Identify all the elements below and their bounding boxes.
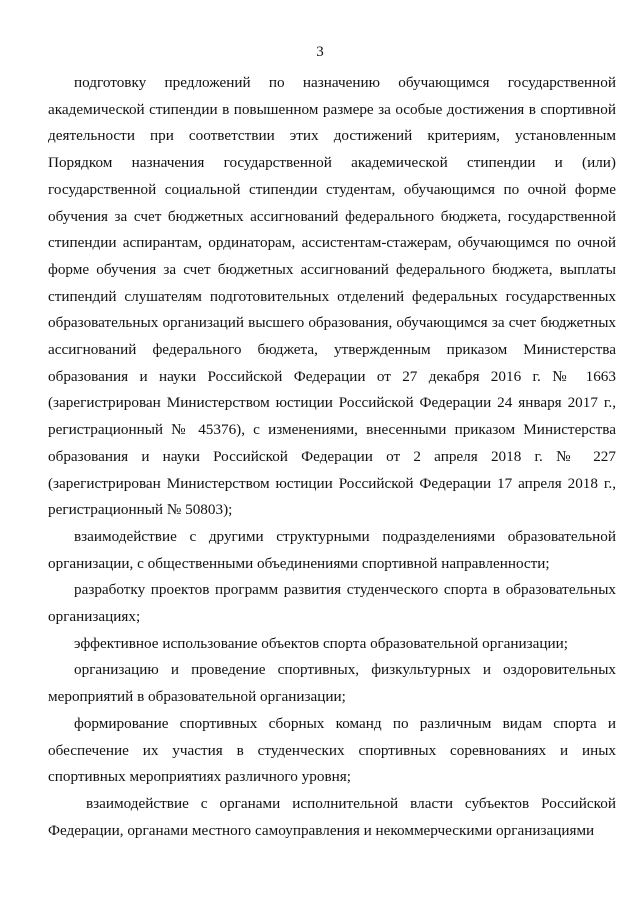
paragraph-events: организацию и проведение спортивных, физкультурных и оздоровительных мероприятий в образовательной организации; xyxy=(48,661,616,706)
paragraph-development-programs: разработку проектов программ развития студенческого спорта в образовательных организациях; xyxy=(48,581,616,626)
paragraph-teams: формирование спортивных сборных команд по различным видам спорта и обеспечение их участия в студенческих спортивных соревнованиях и иных спортивных мероприятиях различного уровня; xyxy=(48,714,616,786)
paragraph-scholarship: подготовку предложений по назначению обучающимся государственной академической стипендии в повышенном размере за особые достижения в спортивной деятельности при соответствии этих достижений критериям, установленным Порядком назначения государственной академической стипендии и (или) государственной социальной стипендии студентам, обучающимся по очной форме обучения за счет бюджетных ассигнований федерального бюджета, государственной стипендии аспирантам, ординаторам, ассистентам-стажерам, обучающимся по очной форме обучения за счет бюджетных ассигнований федерального бюджета, выплаты стипендий слушателям подготовительных отделений федеральных государственных образовательных организаций высшего образования, обучающимся за счет бюджетных ассигнований федерального бюджета, утвержденным приказом Министерства образования и науки Российской Федерации от 27 декабря 2016 г. № 1663 (зарегистрирован Министерством юстиции Российской Федерации 24 января 2017 г., регистрационный № 45376), с изменениями, внесенными приказом Министерства образования и науки Российской Федерации от 2 апреля 2018 г. № 227 (зарегистрирован Министерством юстиции Российской Федерации 17 апреля 2018 г., регистрационный № 50803); xyxy=(48,74,616,519)
document-body xyxy=(48,70,616,844)
page-number: 3 xyxy=(316,44,324,60)
paragraph-authorities: взаимодействие с органами исполнительной власти субъектов Российской Федерации, органами местного самоуправления и некоммерческими организациями xyxy=(48,794,616,839)
paragraph-interaction-departments: взаимодействие с другими структурными подразделениями образовательной организации, с общественными объединениями спортивной направленности; xyxy=(48,527,616,572)
paragraph-sports-facilities: эффективное использование объектов спорта образовательной организации; xyxy=(74,634,568,652)
